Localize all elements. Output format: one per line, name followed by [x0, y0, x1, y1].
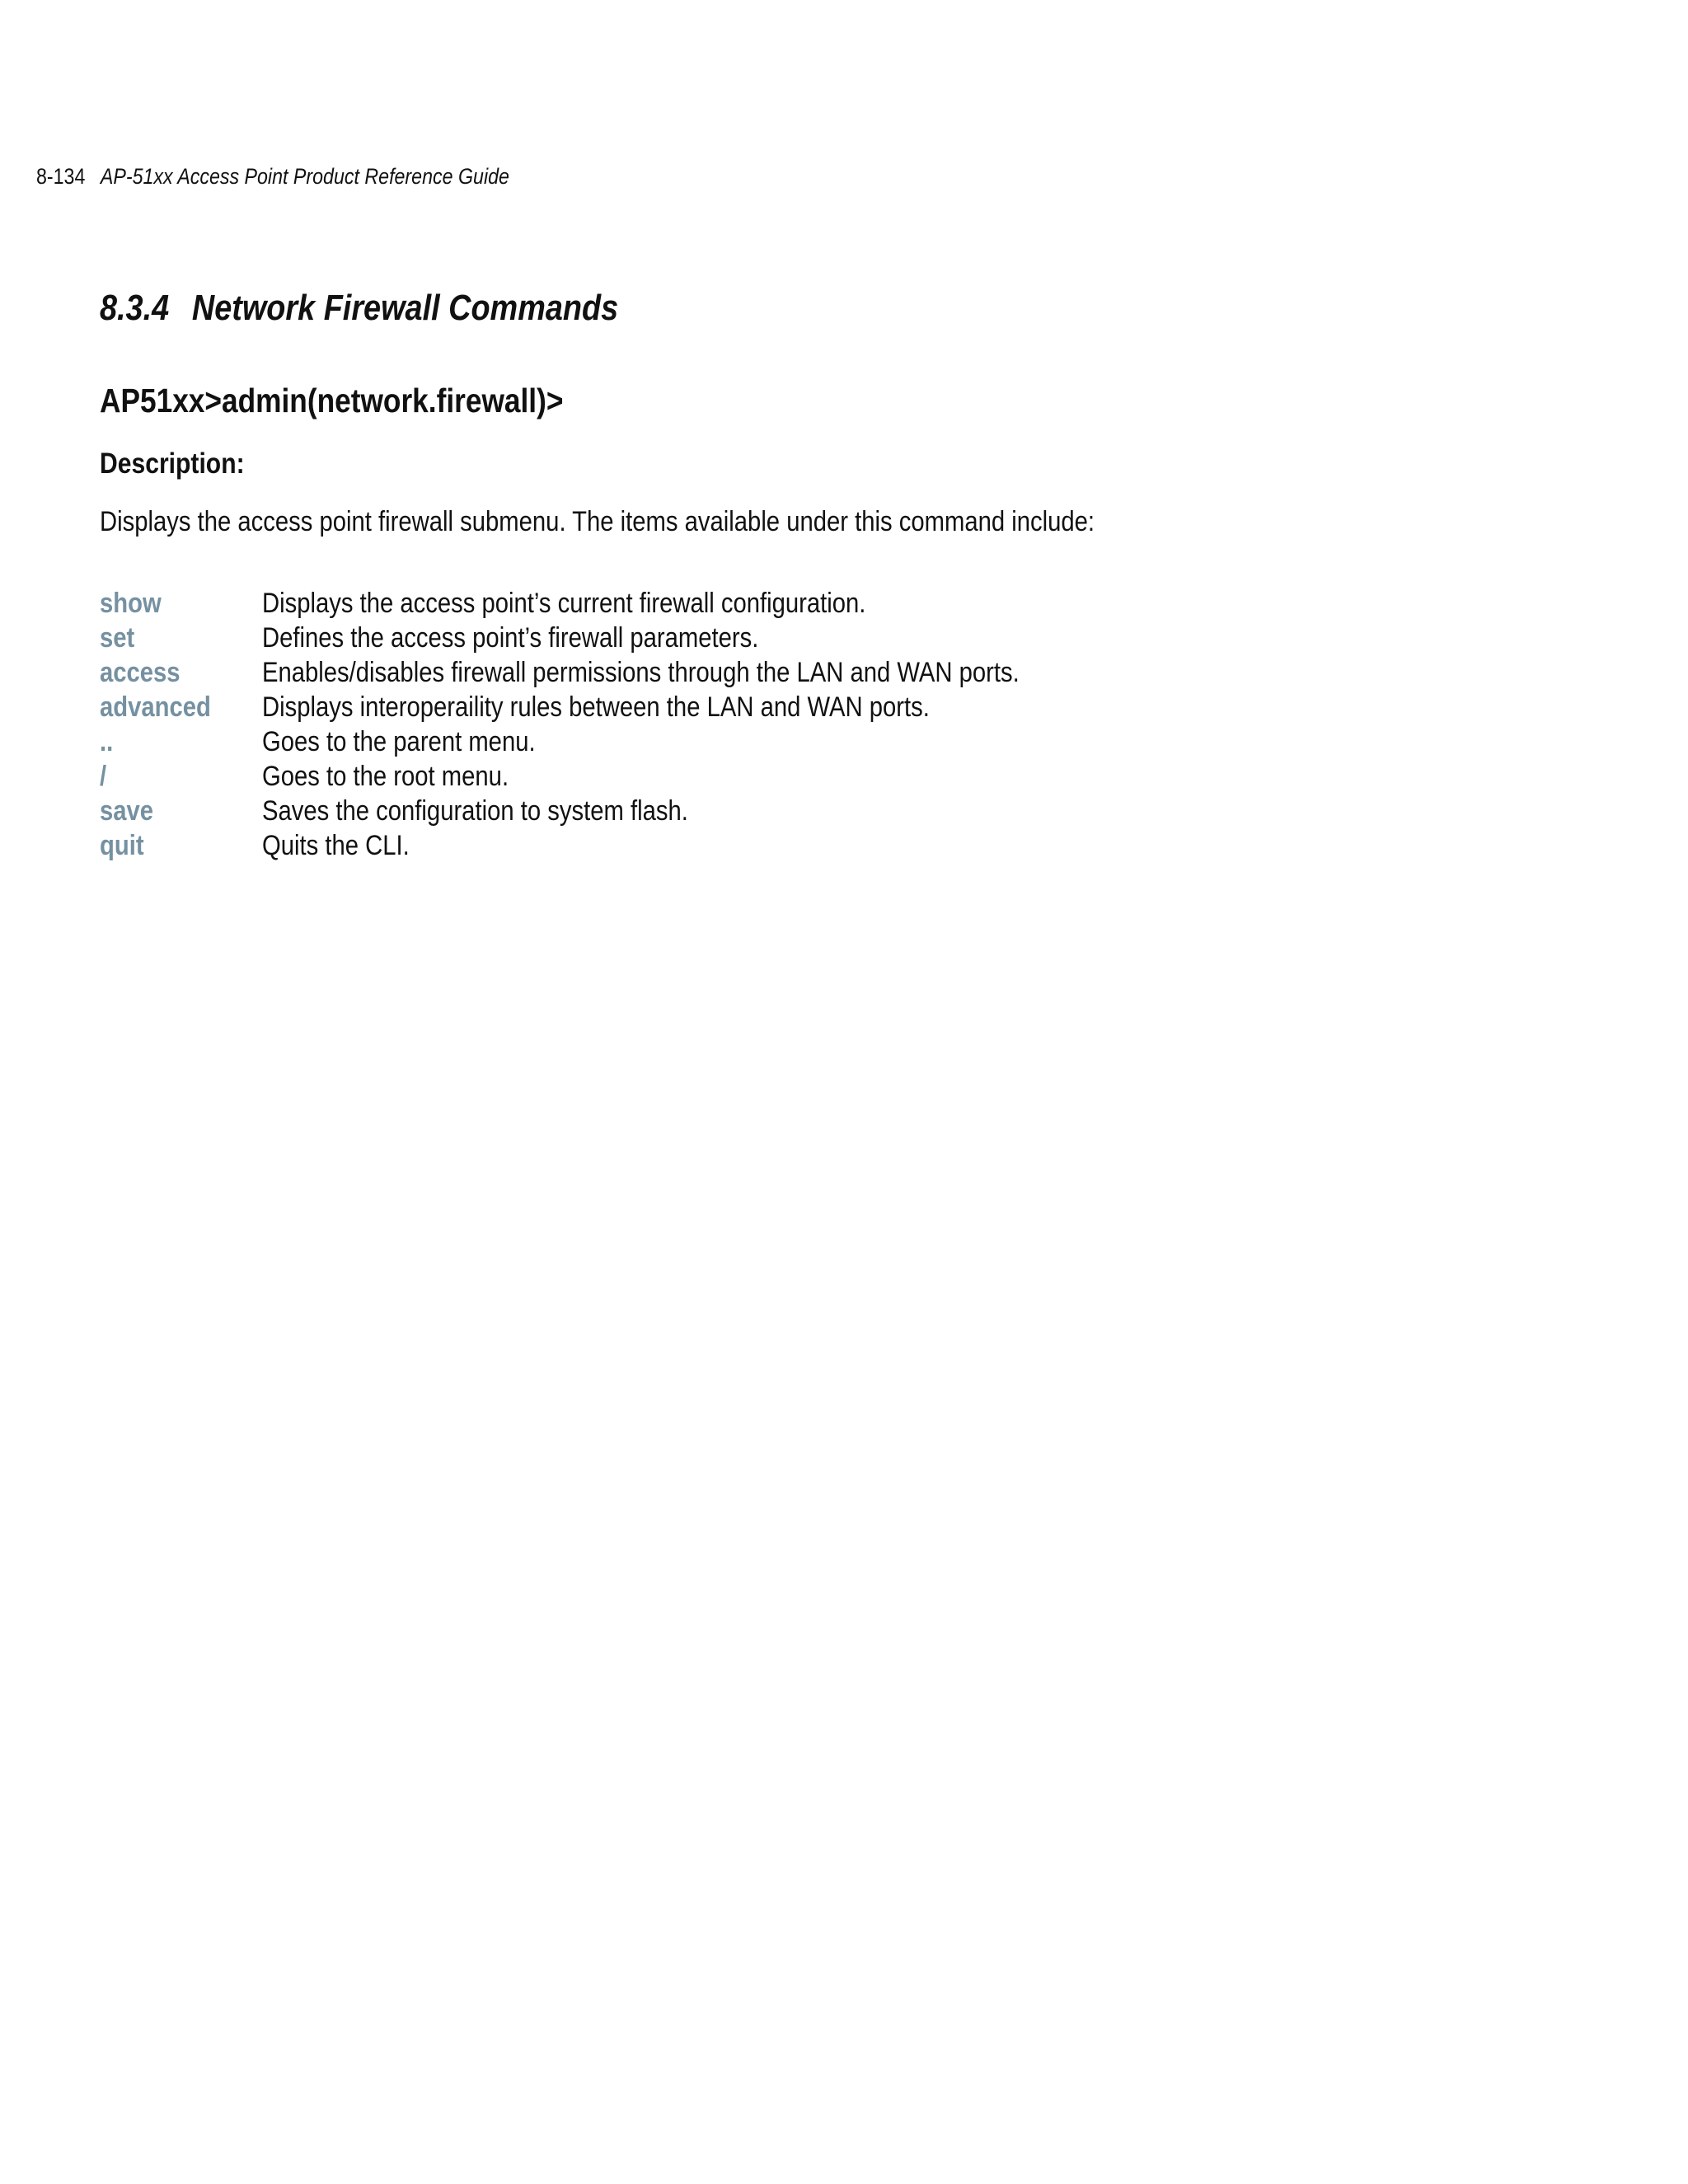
page-number: 8-134: [36, 164, 86, 189]
command-row-root: [100, 759, 1122, 794]
command-description: Defines the access point’s firewall parameters.: [262, 622, 759, 654]
command-name: show: [100, 588, 162, 619]
section-title: Network Firewall Commands: [191, 288, 619, 328]
command-description: Goes to the root menu.: [262, 761, 509, 792]
command-description: Enables/disables firewall permissions through the LAN and WAN ports.: [262, 657, 1020, 688]
command-prompt-heading: AP51xx>admin(network.firewall)>: [100, 382, 564, 419]
command-name: /: [100, 761, 107, 792]
command-list: [100, 586, 1122, 863]
command-description: Displays interoperaility rules between the LAN and WAN ports.: [262, 691, 930, 723]
command-row-advanced: [100, 690, 1122, 724]
command-name: access: [100, 657, 181, 688]
command-description: Displays the access point’s current firewall configuration.: [262, 588, 866, 619]
command-description: Quits the CLI.: [262, 830, 410, 861]
command-row-quit: [100, 828, 1122, 863]
command-row-save: [100, 794, 1122, 828]
command-description: Saves the configuration to system flash.: [262, 795, 688, 827]
page-header: [36, 162, 509, 191]
command-name: set: [100, 622, 135, 654]
command-name: advanced: [100, 691, 211, 723]
command-name: save: [100, 795, 154, 827]
section-heading: [100, 284, 618, 333]
description-label: Description:: [100, 448, 245, 480]
command-description: Goes to the parent menu.: [262, 726, 536, 757]
command-name: ..: [100, 726, 114, 757]
command-row-show: [100, 586, 1122, 621]
command-row-set: [100, 621, 1122, 655]
guide-title: AP-51xx Access Point Product Reference Guide: [100, 164, 509, 189]
description-text: Displays the access point firewall submenu. The items available under this command include:: [100, 506, 1095, 537]
section-number: 8.3.4: [100, 288, 170, 328]
command-row-access: [100, 655, 1122, 690]
command-name: quit: [100, 830, 144, 861]
command-row-parent: [100, 724, 1122, 759]
